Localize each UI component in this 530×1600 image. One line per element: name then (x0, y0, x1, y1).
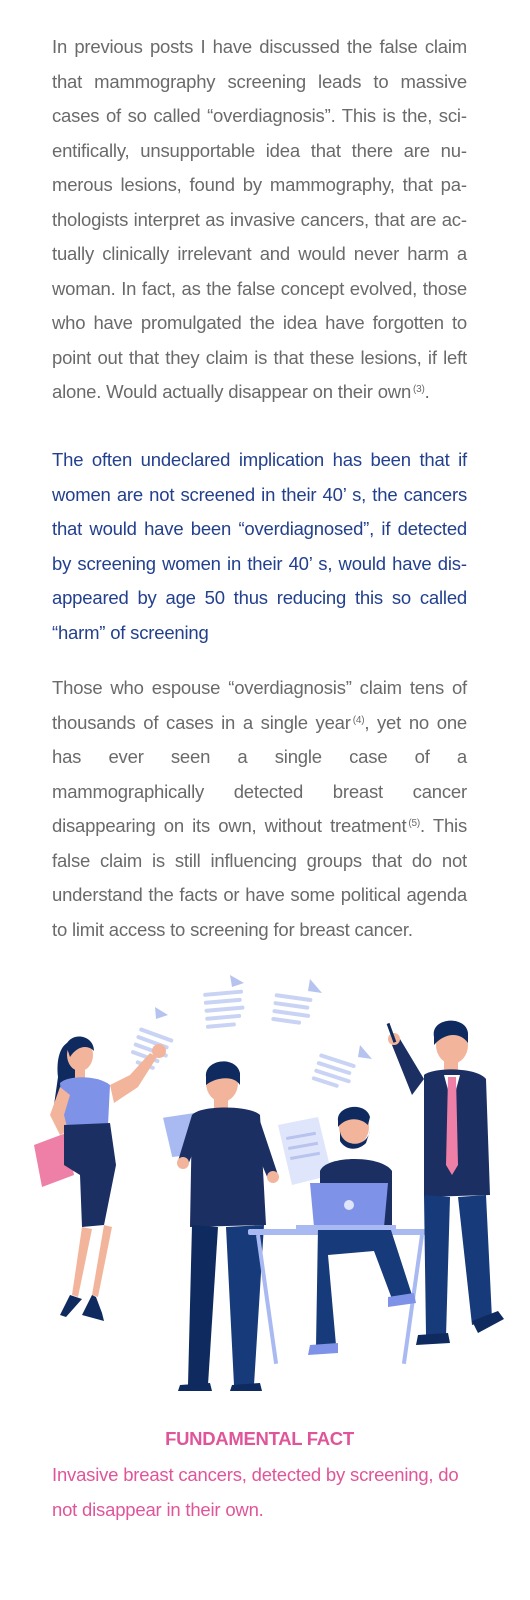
team-meeting-illustration (20, 965, 510, 1395)
paragraph-text: . (424, 381, 430, 402)
reference-marker: (5) (408, 818, 421, 829)
paragraph-text: In previous posts I have discussed the false claim that mammography screening leads to massive cases of so called “overdiagnosis”. This is the, scientifically, unsupportable idea that there are numerous lesions, found by mammography, that pathologists interpret as invasive cancers, that are actually clinically irrelevant and would never harm a woman. In fact, as the false concept evolved, those who have promulgated the idea have forgotten to point out that they claim is that these lesions, if left alone. Would actually disappear on their own (52, 36, 467, 402)
man-center-figure (163, 1061, 279, 1391)
woman-figure (34, 1036, 166, 1321)
paragraph-text: The often undeclared implication has been that if women are not screened in their 40’ s, the cancers that would have been “overdiagnosed”, if detected by screening women in their 40’ s, would have disappeared by age 50 thus reducing this so called “harm” of screening (52, 449, 467, 643)
paragraph-claim-rebuttal (52, 671, 467, 947)
paragraph-text: . This false claim is still influencing groups that do not understand the facts or have some political agenda to limit access to screening for breast cancer. (52, 815, 467, 940)
fundamental-fact-text: Invasive breast cancers, detected by screening, do not disappear in their own. (52, 1464, 459, 1520)
paragraph-text: , yet no one has ever seen a single case of a mammographically detected breast cancer disappearing on its own, without treatment (52, 711, 467, 836)
floating-documents (128, 975, 372, 1091)
paragraph-overdiagnosis-intro (52, 30, 467, 410)
paragraph-text: Those who espouse “overdiagnosis” claim tens of thousands of cases in a single year (52, 677, 467, 733)
paragraph-implication-highlight (52, 443, 467, 650)
laptop (296, 1183, 396, 1230)
reference-marker: (4) (352, 714, 365, 726)
fundamental-fact-heading: FUNDAMENTAL FACT (165, 1428, 354, 1449)
reference-marker: (3) (413, 384, 425, 395)
